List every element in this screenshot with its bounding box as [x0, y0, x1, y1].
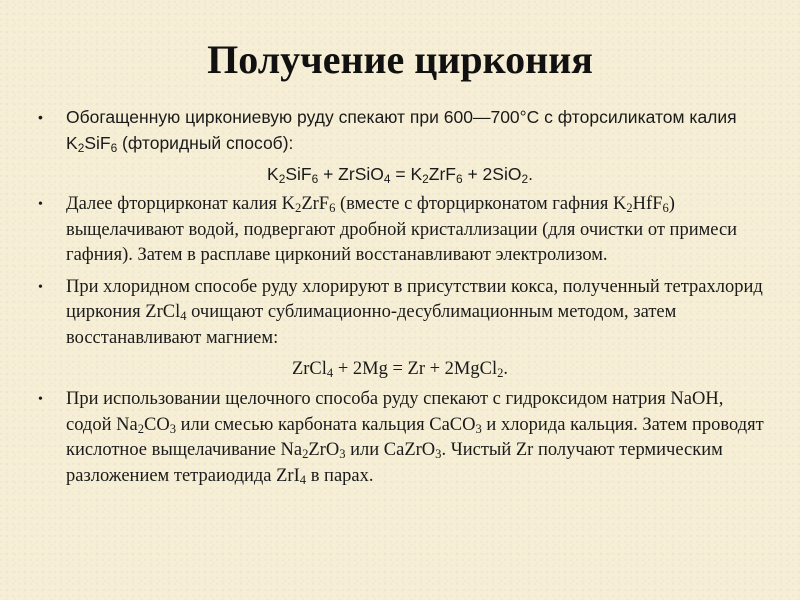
- item-text: При использовании щелочного способа руду спекают с гидроксидом натрия NaOH, содой $Na_2CO_3$ или смесью карбоната кальция CaCO$_3$ и хлорида кальция. Затем проводят кислотное выщелачивание $Na_2ZrO_3$ или CaZrO$_3$. Чистый Zr получают термическим разложением тетраиодида ZrI$_4$ в парах.: [66, 389, 764, 487]
- list-item: [30, 387, 770, 489]
- bullet-marker: •: [38, 197, 43, 212]
- item-text: Обогащенную циркониевую руду спекают при 600—700°С с фторсиликатом калия $K_2SiF_6$ (фторидный способ):: [66, 107, 737, 155]
- equation: $K_2SiF_6$ + ZrSiO$_4$ = $K_2ZrF_6 + 2SiO_2$.: [267, 164, 533, 186]
- bullet-marker: •: [38, 109, 43, 125]
- list-item: [30, 105, 770, 156]
- equation: ZrCl$_4$ + 2Mg = Zr + 2MgCl$_2$.: [291, 359, 509, 381]
- item-text: При хлоридном способе руду хлорируют в присутствии кокса, полученный тетрахлорид циркония ZrCl$_4$ очищают сублимационно-десублимационным методом, затем восстанавливают магнием:: [66, 276, 763, 348]
- list-item: [30, 192, 770, 269]
- slide-title: Получение циркония: [207, 37, 593, 82]
- list-item: [30, 275, 770, 352]
- bullet-marker: •: [38, 279, 43, 295]
- bullet-list: [30, 105, 770, 489]
- item-text: Далее фторцирконат калия $K_2ZrF_6$ (вместе с фторцирконатом гафния $K_2HfF_6$) выщелачивают водой, подвергают дробной кристаллизации (для очистки от примеси гафния). Затем в расплаве цирконий восстанавливают электролизом.: [66, 194, 738, 265]
- bullet-marker: •: [38, 392, 43, 407]
